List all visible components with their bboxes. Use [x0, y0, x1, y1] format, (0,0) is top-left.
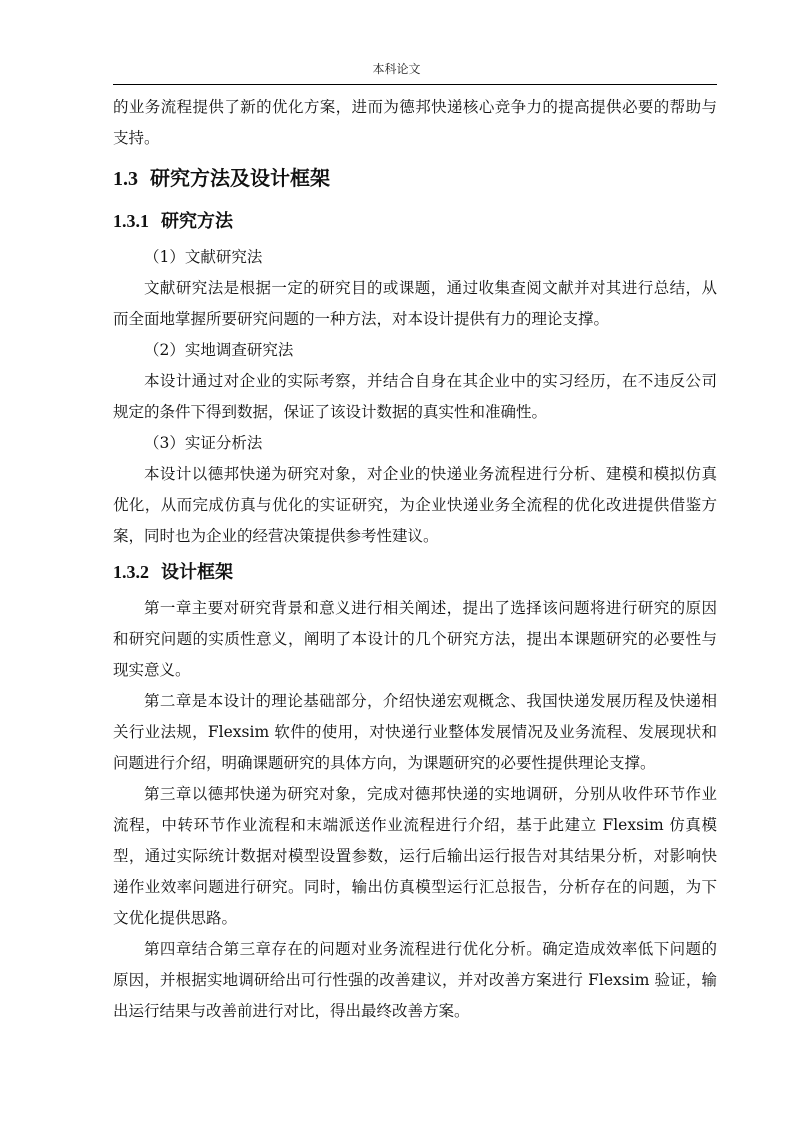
method-2-title: （2）实地调查研究法 [144, 341, 294, 359]
method-1-title: （1）文献研究法 [144, 248, 263, 266]
subsection-heading-1-3-1 [113, 201, 717, 242]
subsection-number: 1.3.1 [113, 211, 149, 231]
header-rule [113, 84, 717, 85]
section-title: 研究方法及设计框架 [150, 166, 330, 190]
section-heading-1-3 [113, 154, 717, 201]
chapter-1-paragraph: 第一章主要对研究背景和意义进行相关阐述，提出了选择该问题将进行研究的原因和研究问题的实质性意义，阐明了本设计的几个研究方法，提出本课题研究的必要性与现实意义。 [113, 599, 717, 679]
subsection-heading-1-3-2 [113, 552, 717, 593]
subsection-title: 研究方法 [161, 211, 233, 232]
chapter-2-paragraph: 第二章是本设计的理论基础部分，介绍快递宏观概念、我国快递发展历程及快递相关行业法规，Flexsim 软件的使用，对快递行业整体发展情况及业务流程、发展现状和问题进行介绍，明确课题研究的具体方向，为课题研究的必要性提供理论支撑。 [113, 692, 717, 772]
subsection-number: 1.3.2 [113, 562, 149, 582]
method-3-body: 本设计以德邦快递为研究对象，对企业的快递业务流程进行分析、建模和模拟仿真优化，从而完成仿真与优化的实证研究，为企业快递业务全流程的优化改进提供借鉴方案，同时也为企业的经营决策提供参考性建议。 [113, 465, 717, 545]
intro-paragraph: 的业务流程提供了新的优化方案，进而为德邦快递核心竞争力的提高提供必要的帮助与支持。 [113, 98, 717, 147]
chapter-4-paragraph: 第四章结合第三章存在的问题对业务流程进行优化分析。确定造成效率低下问题的原因，并根据实地调研给出可行性强的改善建议，并对改善方案进行 Flexsim 验证，输出运行结果与改善前进行对比，得出最终改善方案。 [113, 940, 717, 1020]
subsection-title: 设计框架 [161, 562, 233, 583]
section-number: 1.3 [113, 168, 138, 190]
running-header: 本科论文 [372, 62, 421, 76]
chapter-3-paragraph: 第三章以德邦快递为研究对象，完成对德邦快递的实地调研，分别从收件环节作业流程，中转环节作业流程和末端派送作业流程进行介绍，基于此建立 Flexsim 仿真模型，通过实际统计数据对模型设置参数，运行后输出运行报告对其结果分析，对影响快递作业效率问题进行研究。同时，输出仿真模型运行汇总报告，分析存在的问题，为下文优化提供思路。 [113, 785, 717, 927]
method-1-body: 文献研究法是根据一定的研究目的或课题，通过收集查阅文献并对其进行总结，从而全面地掌握所要研究问题的一种方法，对本设计提供有力的理论支撑。 [113, 279, 717, 328]
method-2-body: 本设计通过对企业的实际考察，并结合自身在其企业中的实习经历，在不违反公司规定的条件下得到数据，保证了该设计数据的真实性和准确性。 [113, 372, 717, 421]
method-3-title: （3）实证分析法 [144, 434, 263, 452]
page-body [113, 92, 717, 1027]
